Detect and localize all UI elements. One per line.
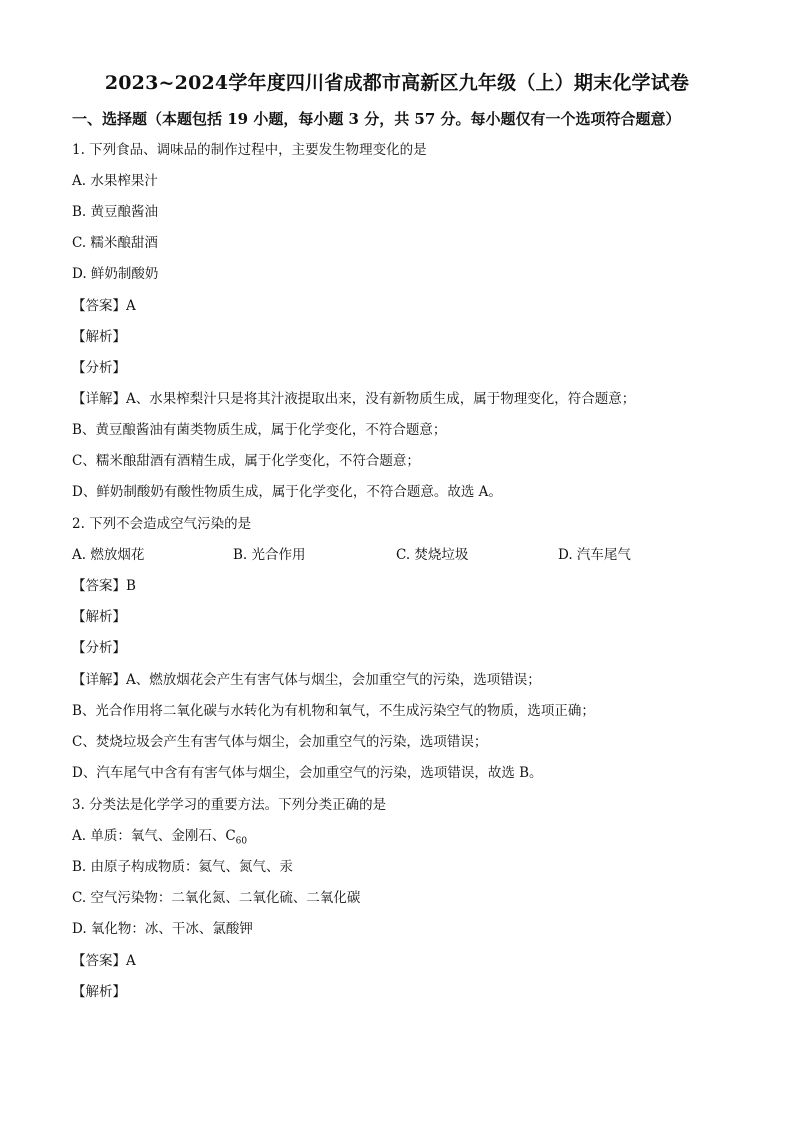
question-2-stem: 2. 下列不会造成空气污染的是: [72, 516, 252, 532]
q1-answer: 【答案】A: [72, 298, 136, 314]
q2-option-c: C. 焚烧垃圾: [396, 547, 469, 563]
q1-option-c: C. 糯米酿甜酒: [72, 235, 158, 251]
q2-option-a: A. 燃放烟花: [72, 547, 145, 563]
q2-detail-line: D、汽车尾气中含有有害气体与烟尘，会加重空气的污染，选项错误，故选 B。: [72, 765, 543, 781]
q3-option-a: [72, 827, 247, 851]
q1-detail-line: 【详解】A、水果榨梨汁只是将其汁液提取出来，没有新物质生成，属于物理变化，符合题意；: [72, 391, 636, 407]
q1-detail-line: D、鲜奶制酸奶有酸性物质生成，属于化学变化，不符合题意。故选 A。: [72, 484, 502, 500]
q1-analysis-label: 【解析】: [72, 329, 126, 345]
q2-detail-line: C、焚烧垃圾会产生有害气体与烟尘，会加重空气的污染，选项错误；: [72, 734, 488, 750]
question-1-stem: 1. 下列食品、调味品的制作过程中，主要发生物理变化的是: [72, 142, 427, 158]
q2-analysis-label: 【解析】: [72, 609, 126, 625]
page-title: 2023~2024学年度四川省成都市高新区九年级（上）期末化学试卷: [104, 72, 690, 94]
q1-detail-line: B、黄豆酿酱油有菌类物质生成，属于化学变化，不符合题意；: [72, 422, 447, 438]
q2-fenxi-label: 【分析】: [72, 640, 126, 656]
section-heading: 一、选择题（本题包括 19 小题，每小题 3 分，共 57 分。每小题仅有一个选项符合题意）: [72, 110, 681, 128]
q1-option-d: D. 鲜奶制酸奶: [72, 266, 159, 282]
q3-option-d: D. 氧化物：冰、干冰、氯酸钾: [72, 921, 253, 937]
q3-option-a-subscript: 60: [235, 836, 248, 847]
q3-analysis-label: 【解析】: [72, 984, 126, 1000]
q2-answer: 【答案】B: [72, 578, 136, 594]
q3-answer: 【答案】A: [72, 953, 136, 969]
q1-detail-line: C、糯米酿甜酒有酒精生成，属于化学变化，不符合题意；: [72, 453, 420, 469]
q2-detail-line: B、光合作用将二氧化碳与水转化为有机物和氧气，不生成污染空气的物质，选项正确；: [72, 703, 595, 719]
q2-option-d: D. 汽车尾气: [558, 547, 631, 563]
q2-option-b: B. 光合作用: [233, 547, 306, 563]
q2-detail-line: 【详解】A、燃放烟花会产生有害气体与烟尘，会加重空气的污染，选项错误；: [72, 672, 541, 688]
question-3-stem: 3. 分类法是化学学习的重要方法。下列分类正确的是: [72, 797, 387, 813]
q1-fenxi-label: 【分析】: [72, 360, 126, 376]
q1-option-a: A. 水果榨果汁: [72, 173, 158, 189]
q3-option-c: C. 空气污染物：二氧化氮、二氧化硫、二氧化碳: [72, 890, 361, 906]
q1-option-b: B. 黄豆酿酱油: [72, 204, 159, 220]
q3-option-a-text: A. 单质：氧气、金刚石、C: [72, 828, 236, 844]
q3-option-b: B. 由原子构成物质：氦气、氮气、汞: [72, 859, 294, 875]
